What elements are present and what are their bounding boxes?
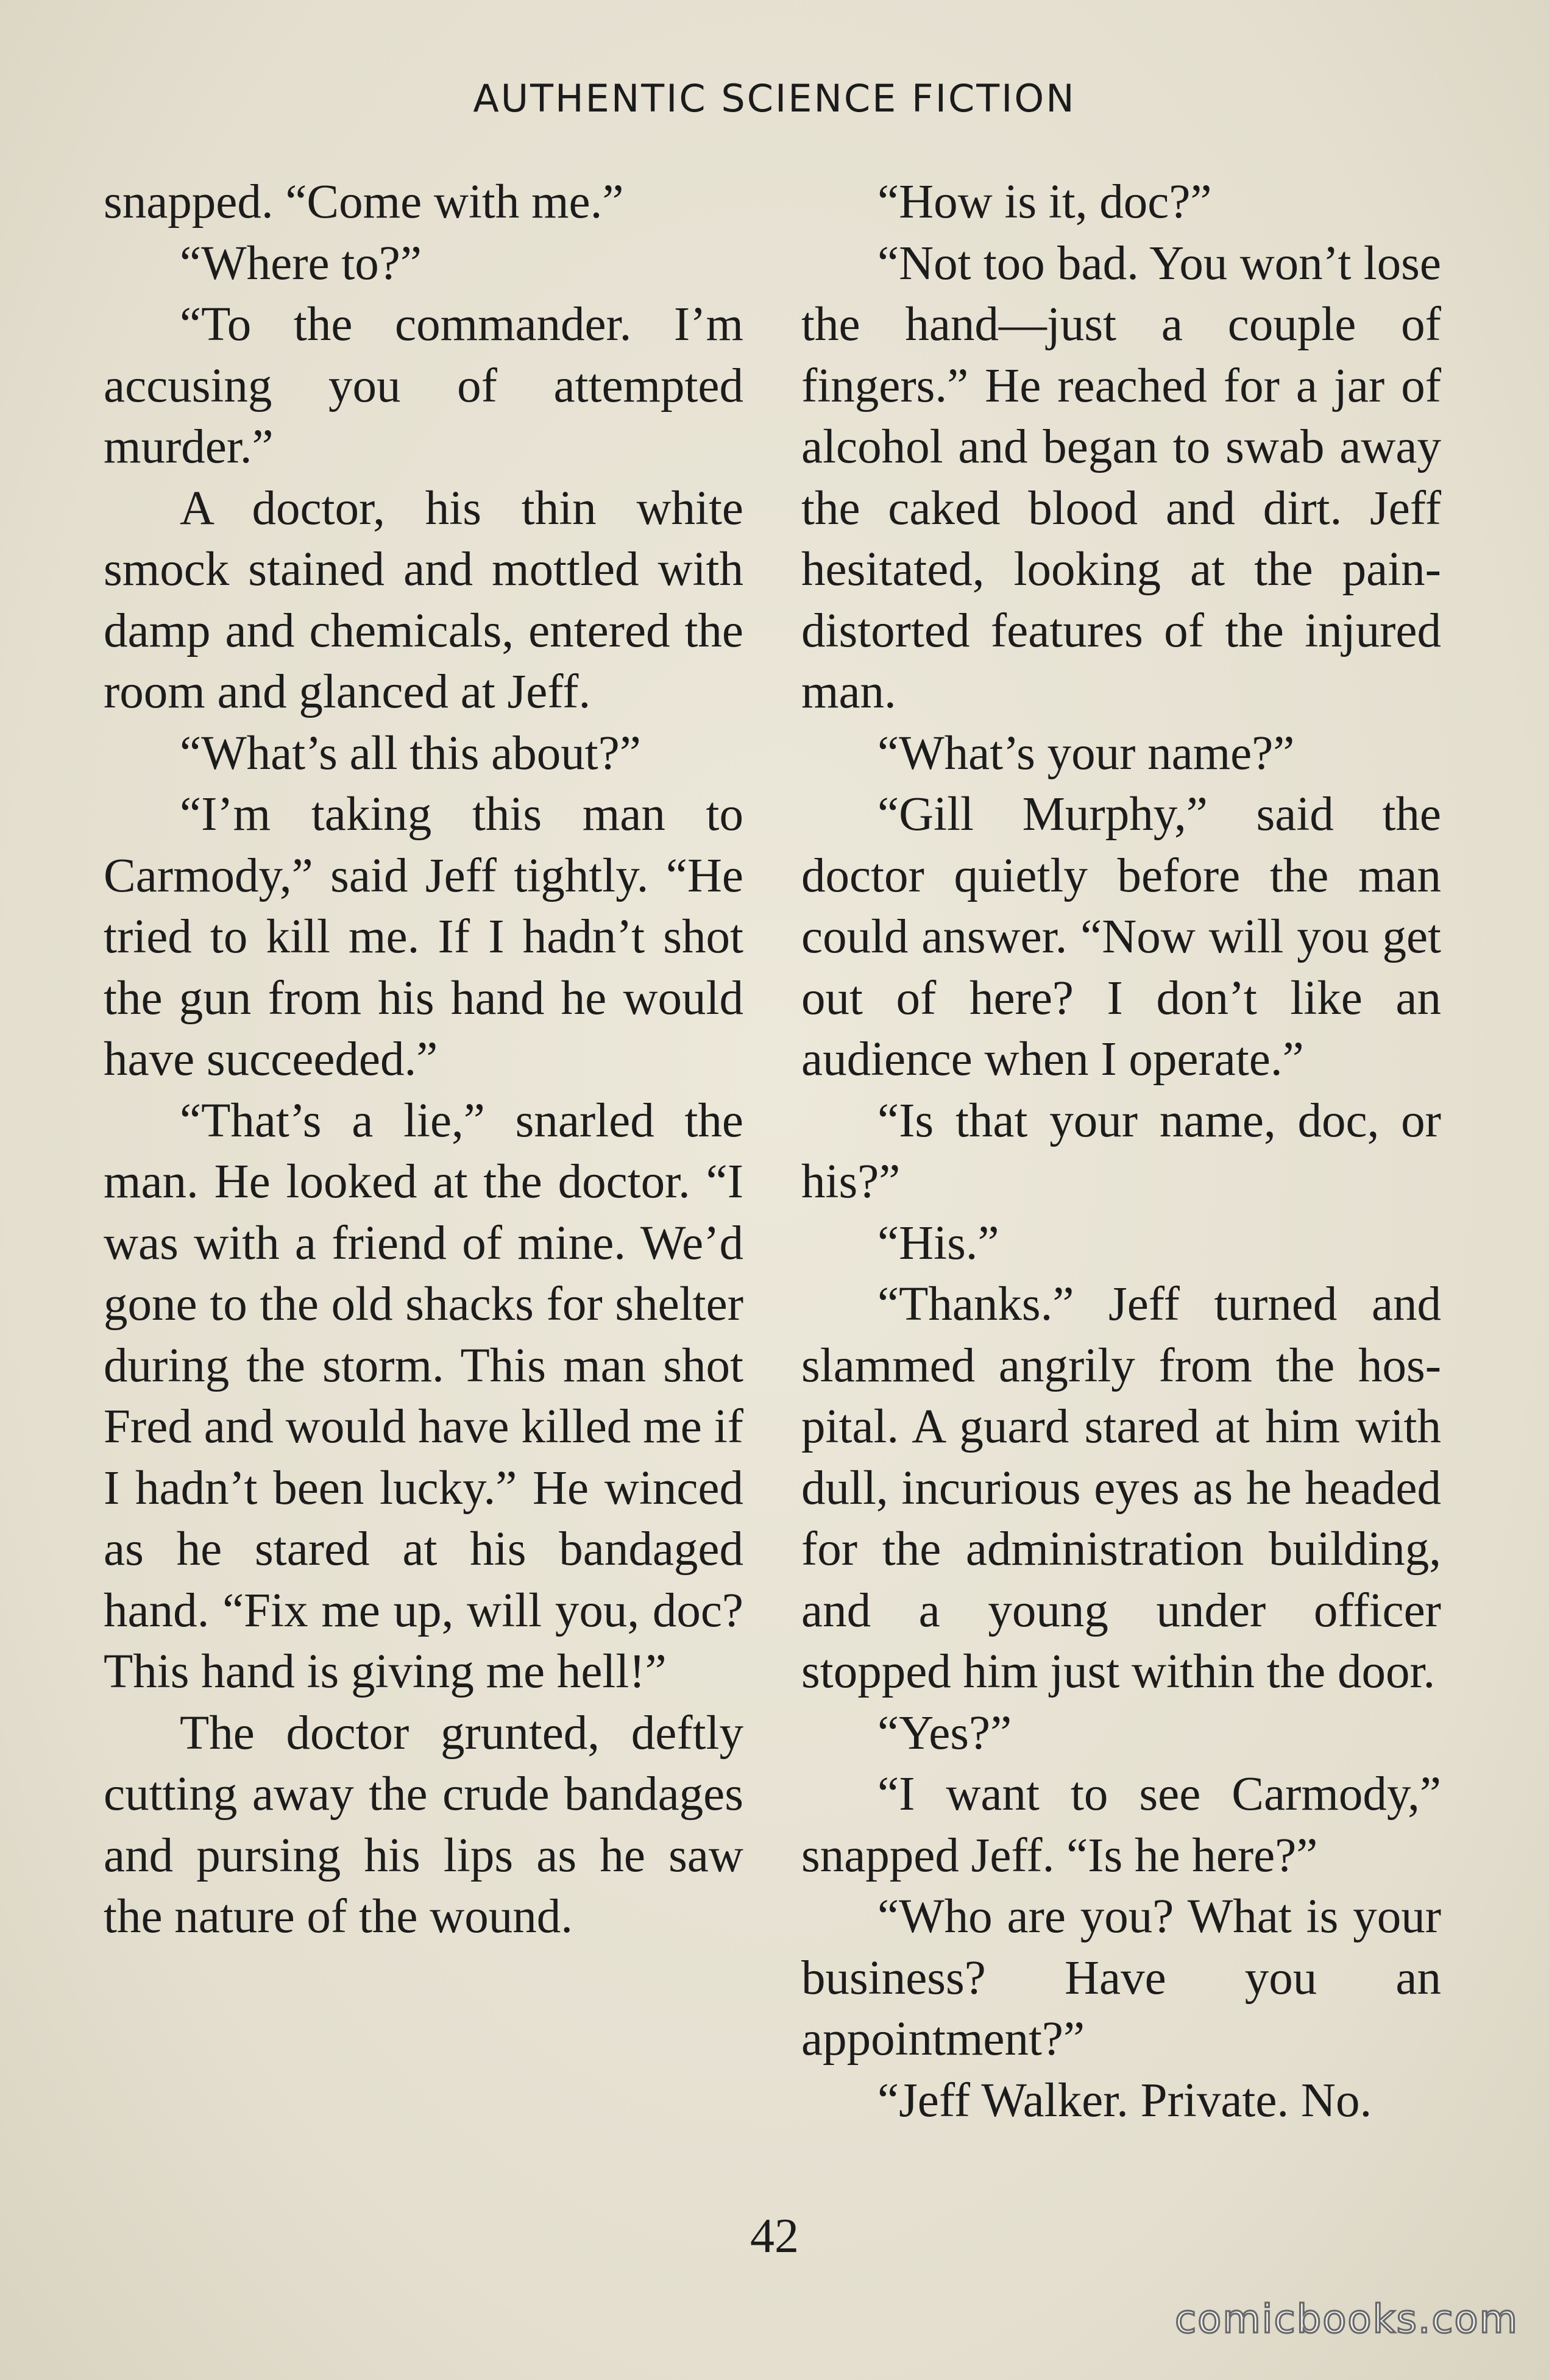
paragraph: “Gill Murphy,” said the doctor quietly before the man could answer. “Now will you get out of here? I don’t like an audience when I operate.”: [801, 788, 1441, 1086]
paragraph: “His.”: [877, 1216, 999, 1270]
running-head: AUTHENTIC SCIENCE FICTION: [473, 76, 1076, 121]
paragraph: The doctor grunted, deftly cutting away the crude bandages and pursing his lips as he saw the nature of the wound.: [104, 1706, 743, 1943]
page-number: 42: [750, 2209, 799, 2263]
paragraph: “I’m taking this man to Carmody,” said Jeff tightly. “He tried to kill me. If I hadn’t shot the gun from his hand he would have succeeded.”: [104, 788, 743, 1086]
paragraph: “Thanks.” Jeff turned and slammed angrily from the hospital. A guard stared at him with dull, incurious eyes as he headed for the administration building, and a young under officer stopped him just within the door.: [801, 1278, 1441, 1698]
paragraph: “I want to see Carmody,” snapped Jeff. “Is he here?”: [801, 1768, 1441, 1882]
paragraph: “Not too bad. You won’t lose the hand—just a couple of fingers.” He reached for a jar of alcohol and began to swab away the caked blood and dirt. Jeff hesitated, looking at the pain-distorted features of the injured man.: [801, 236, 1441, 718]
paragraph: “Yes?”: [877, 1706, 1012, 1760]
paragraph: “That’s a lie,” snarled the man. He looked at the doctor. “I was with a friend of mine. We’d gone to the old shacks for shelter during the storm. This man shot Fred and would have killed me if I hadn’t been lucky.” He winced as he stared at his bandaged hand. “Fix me up, will you, doc? This hand is giving me hell!”: [104, 1094, 743, 1698]
paragraph: “To the commander. I’m accusing you of attempted murder.”: [104, 298, 743, 473]
paragraph: “What’s your name?”: [877, 726, 1295, 780]
text-column-left: [104, 172, 743, 1948]
text-column-right: [801, 172, 1441, 2131]
paragraph: “Jeff Walker. Private. No.: [877, 2074, 1372, 2127]
watermark-logo: comicbooks.com: [1174, 2297, 1519, 2342]
paragraph: “Where to?”: [180, 236, 422, 290]
paragraph: “What’s all this about?”: [180, 726, 641, 780]
paragraph: “Is that your name, doc, or his?”: [801, 1094, 1441, 1208]
paragraph: “How is it, doc?”: [877, 175, 1212, 228]
paragraph: A doctor, his thin white smock stained and mottled with damp and chemicals, entered the room and glanced at Jeff.: [104, 481, 743, 718]
paragraph: snapped. “Come with me.”: [104, 175, 624, 228]
paragraph: “Who are you? What is your business? Have you an appointment?”: [801, 1890, 1441, 2066]
